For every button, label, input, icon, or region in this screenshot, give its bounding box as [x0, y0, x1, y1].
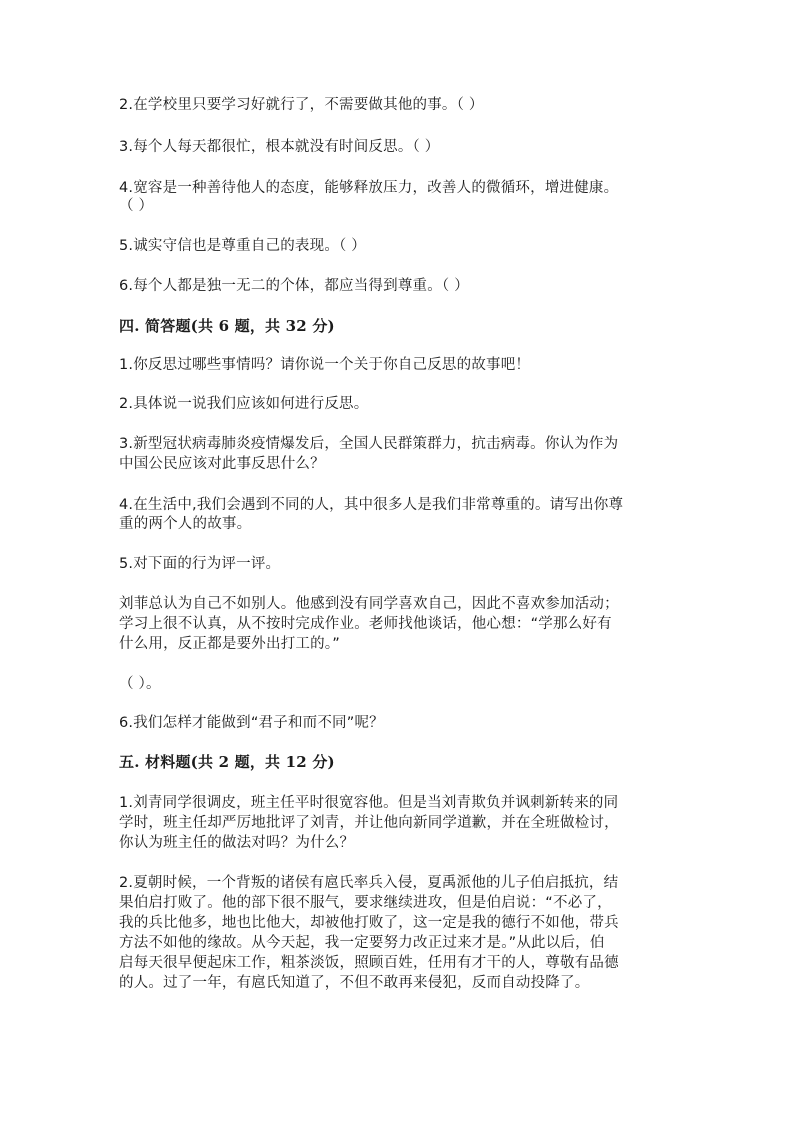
material-question-2-line-4: 方法不如他的缘故。从今天起，我一定要努力改正过来才是。”从此以后，伯 — [119, 935, 605, 951]
short-answer-question-3: 3.新型冠状病毒肺炎疫情爆发后，全国人民群策群力，抗击病毒。你认为作为 — [119, 436, 619, 452]
tf-question-4: 4.宽容是一种善待他人的态度，能够释放压力，改善人的微循环，增进健康。 — [119, 180, 619, 196]
passage-line-3: 什么用，反正都是要外出打工的。” — [119, 636, 340, 652]
short-answer-question-1: 1.你反思过哪些事情吗？请你说一个关于你自己反思的故事吧！ — [119, 357, 531, 373]
tf-question-5: 5.诚实守信也是尊重自己的表现。（ ） — [119, 238, 366, 254]
material-question-1-line-1: 1.刘青同学很调皮，班主任平时很宽容他。但是当刘青欺负并讽刺新转来的同 — [119, 795, 619, 811]
material-question-1-line-3: 你认为班主任的做法对吗？为什么？ — [119, 835, 355, 851]
material-question-2-line-3: 我的兵比他多，地也比他大，却被他打败了，这一定是我的德行不如他，带兵 — [119, 915, 619, 931]
answer-blank: （ ）。 — [119, 676, 161, 692]
short-answer-question-4: 4.在生活中,我们会遇到不同的人，其中很多人是我们非常尊重的。请写出你尊 — [119, 497, 624, 513]
tf-question-4-blank: （ ） — [119, 198, 154, 214]
passage-line-2: 学习上很不认真，从不按时完成作业。老师找他谈话，他心想：“学那么好有 — [119, 616, 612, 632]
section-heading-short-answer: 四. 简答题(共 6 题，共 32 分) — [119, 317, 335, 335]
short-answer-question-3-cont: 中国公民应该对此事反思什么？ — [119, 456, 325, 472]
short-answer-question-4-cont: 重的两个人的故事。 — [119, 516, 252, 532]
material-question-2-line-5: 启每天很早便起床工作，粗茶淡饭，照顾百姓，任用有才干的人，尊敬有品德 — [119, 955, 619, 971]
material-question-1-line-2: 学时，班主任却严厉地批评了刘青，并让他向新同学道歉，并在全班做检讨， — [119, 815, 619, 831]
section-heading-material: 五. 材料题(共 2 题，共 12 分) — [119, 753, 335, 771]
material-question-2-line-1: 2.夏朝时候，一个背叛的诸侯有扈氏率兵入侵，夏禹派他的儿子伯启抵抗，结 — [119, 875, 619, 891]
short-answer-question-6: 6.我们怎样才能做到“君子和而不同”呢？ — [119, 715, 384, 731]
tf-question-2: 2.在学校里只要学习好就行了，不需要做其他的事。（ ） — [119, 97, 484, 113]
material-question-2-line-6: 的人。过了一年，有扈氏知道了，不但不敢再来侵犯，反而自动投降了。 — [119, 975, 590, 991]
passage-line-1: 刘菲总认为自己不如别人。他感到没有同学喜欢自己，因此不喜欢参加活动； — [119, 596, 619, 612]
tf-question-6: 6.每个人都是独一无二的个体，都应当得到尊重。（ ） — [119, 278, 469, 294]
short-answer-question-2: 2.具体说一说我们应该如何进行反思。 — [119, 396, 369, 412]
material-question-2-line-2: 果伯启打败了。他的部下很不服气，要求继续进攻，但是伯启说：“不必了， — [119, 895, 612, 911]
tf-question-3: 3.每个人每天都很忙，根本就没有时间反思。（ ） — [119, 139, 440, 155]
short-answer-question-5: 5.对下面的行为评一评。 — [119, 556, 281, 572]
